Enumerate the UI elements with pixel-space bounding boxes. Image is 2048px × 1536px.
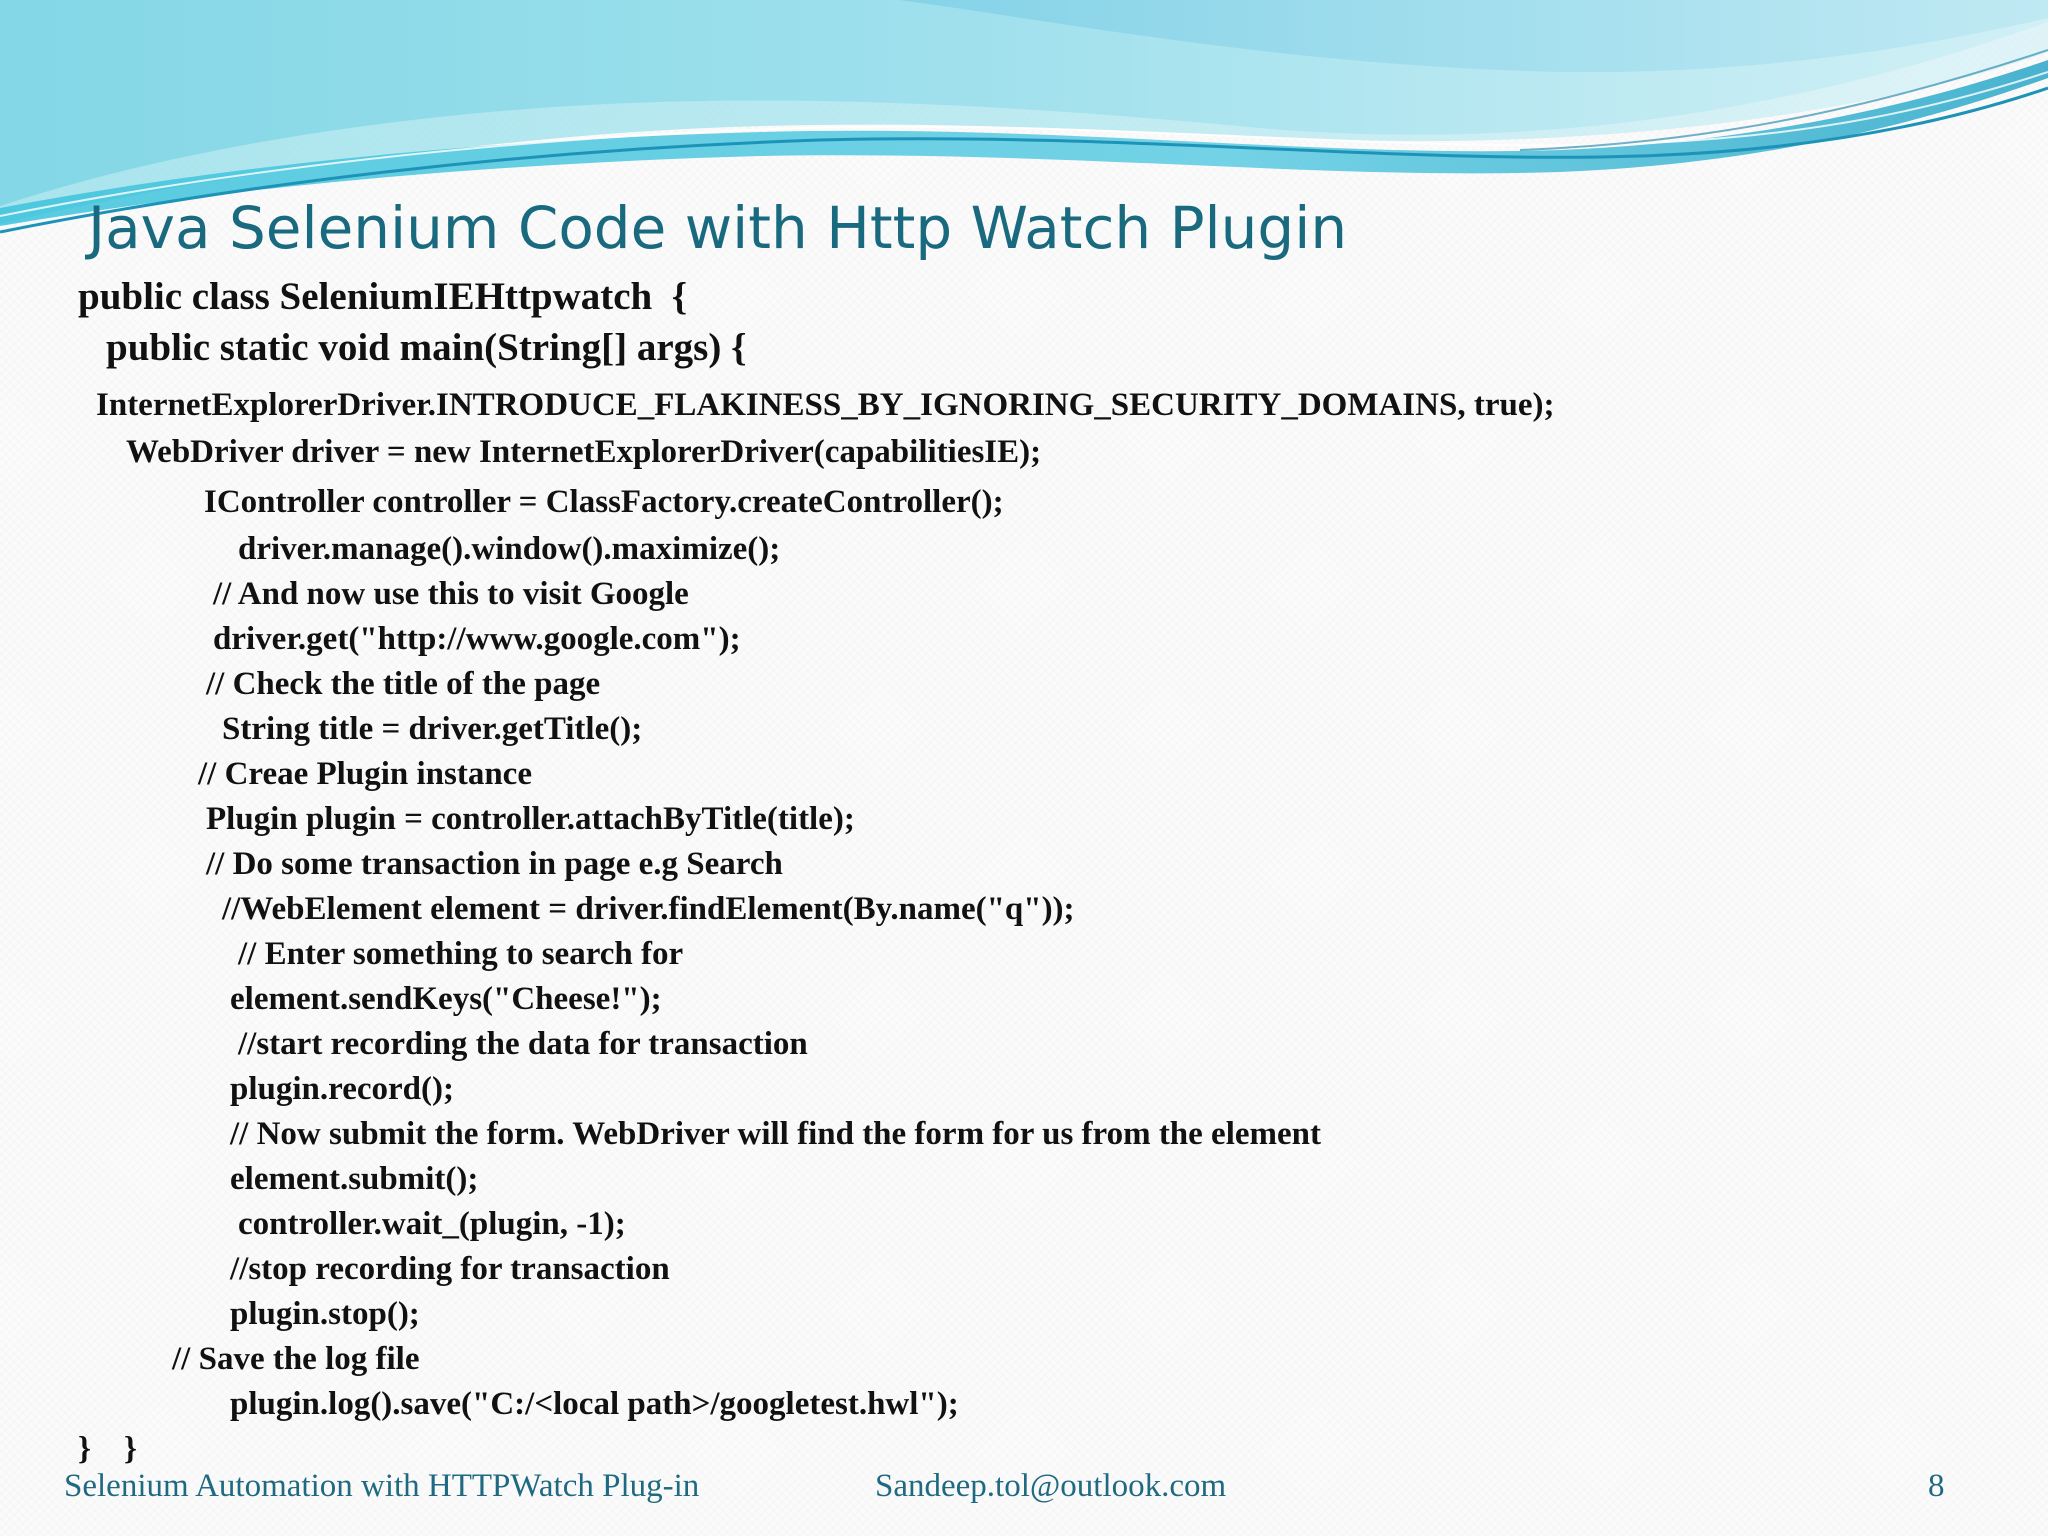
code-line: //start recording the data for transaction xyxy=(238,1026,808,1062)
code-line: String title = driver.getTitle(); xyxy=(222,711,643,747)
code-line: driver.manage().window().maximize(); xyxy=(238,531,781,567)
code-line: element.sendKeys("Cheese!"); xyxy=(230,981,662,1017)
slide-title: Java Selenium Code with Http Watch Plugin xyxy=(88,194,1348,262)
code-line: // Save the log file xyxy=(172,1341,420,1377)
code-line: //WebElement element = driver.findElement(By.name("q")); xyxy=(222,891,1075,927)
code-line: InternetExplorerDriver.INTRODUCE_FLAKINESS_BY_IGNORING_SECURITY_DOMAINS, true); xyxy=(96,387,1555,423)
code-line: element.submit(); xyxy=(230,1161,479,1197)
code-line: // Now submit the form. WebDriver will find the form for us from the element xyxy=(230,1116,1321,1152)
code-line: plugin.log().save("C:/<local path>/googletest.hwl"); xyxy=(230,1386,959,1422)
footer-presentation-title: Selenium Automation with HTTPWatch Plug-in xyxy=(64,1468,700,1504)
code-line: controller.wait_(plugin, -1); xyxy=(238,1206,626,1242)
code-line: Plugin plugin = controller.attachByTitle(title); xyxy=(206,801,855,837)
footer-page-number: 8 xyxy=(1928,1468,1945,1504)
code-line: driver.get("http://www.google.com"); xyxy=(213,621,741,657)
code-line: public class SeleniumIEHttpwatch { xyxy=(78,275,688,318)
code-line: // Enter something to search for xyxy=(238,936,684,972)
code-line: IController controller = ClassFactory.createController(); xyxy=(204,484,1004,520)
footer-email: Sandeep.tol@outlook.com xyxy=(875,1468,1227,1504)
code-line: public static void main(String[] args) { xyxy=(106,326,747,369)
code-line: } } xyxy=(78,1431,138,1467)
code-line: //stop recording for transaction xyxy=(230,1251,670,1287)
code-line: plugin.record(); xyxy=(230,1071,454,1107)
code-line: // Creae Plugin instance xyxy=(198,756,532,792)
code-line: plugin.stop(); xyxy=(230,1296,420,1332)
code-line: // Check the title of the page xyxy=(206,666,601,702)
code-line: // And now use this to visit Google xyxy=(213,576,689,612)
code-line: // Do some transaction in page e.g Search xyxy=(206,846,783,882)
code-line: WebDriver driver = new InternetExplorerDriver(capabilitiesIE); xyxy=(126,434,1042,470)
